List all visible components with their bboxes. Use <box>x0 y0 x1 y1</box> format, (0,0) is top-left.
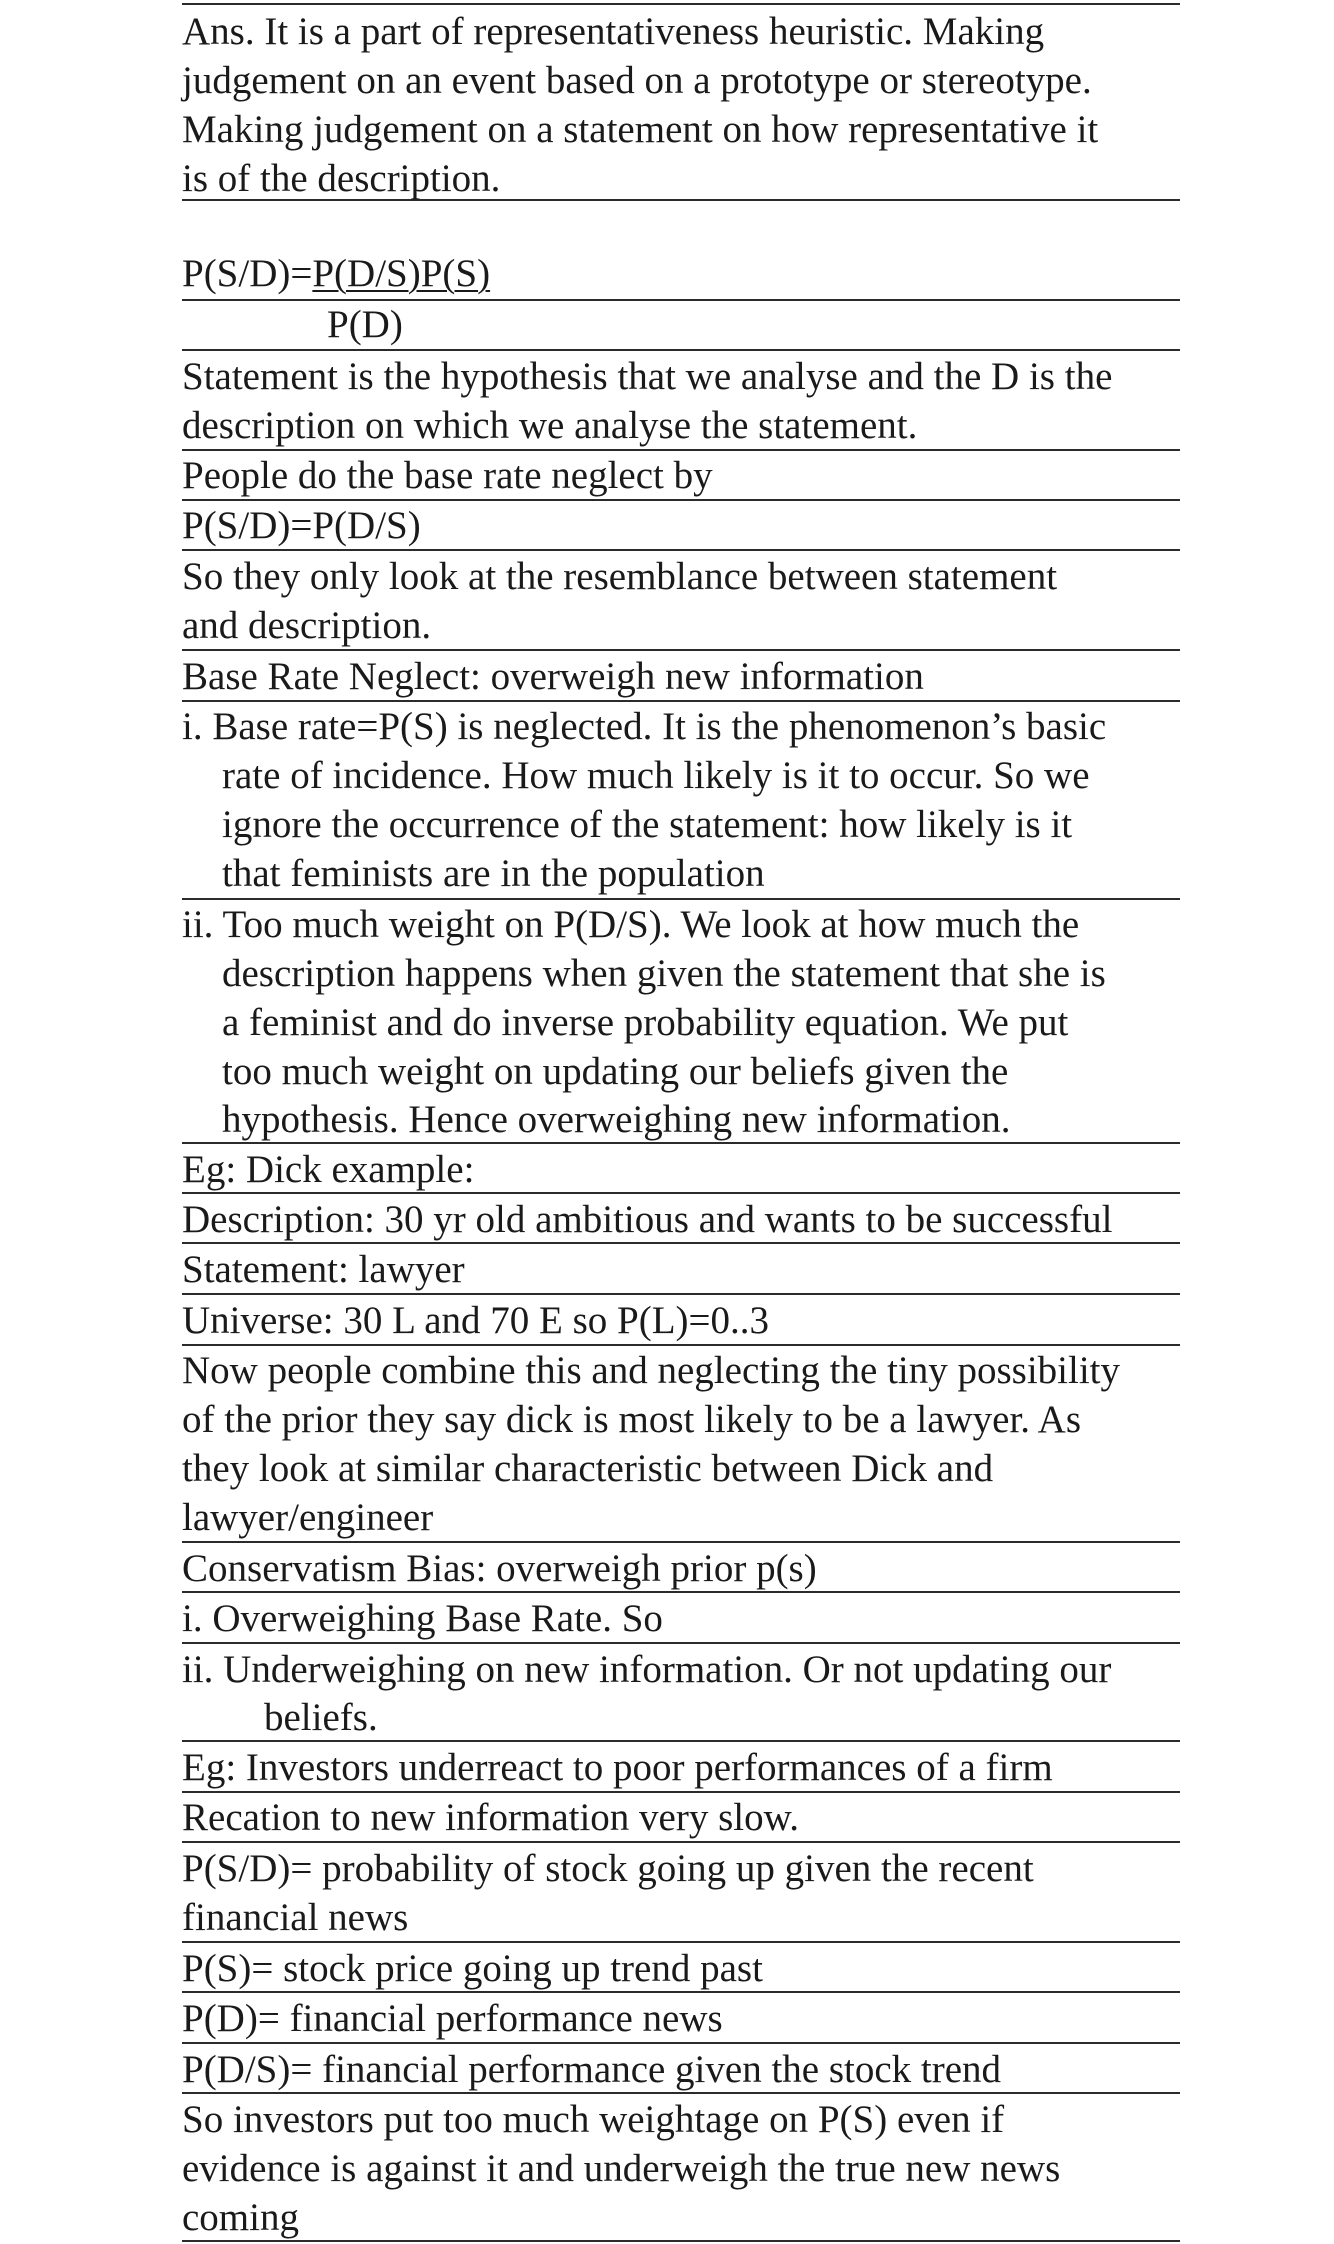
list-item-continued: ignore the occurrence of the statement: how likely is it <box>222 803 1073 846</box>
text-line: So investors put too much weightage on P(S) even if <box>182 2098 1005 2141</box>
list-item-continued: a feminist and do inverse probability equation. We put <box>222 1001 1069 1044</box>
list-item-continued: beliefs. <box>264 1696 378 1739</box>
text-line: they look at similar characteristic between Dick and <box>182 1447 994 1490</box>
answer-line: is of the description. <box>182 157 501 200</box>
text-line: P(D/S)= financial performance given the stock trend <box>182 2048 1002 2091</box>
text-line: P(S)= stock price going up trend past <box>182 1947 763 1990</box>
ruled-line <box>182 898 1180 900</box>
formula-lhs: P(S/D)= <box>182 252 313 295</box>
text-line: financial news <box>182 1896 409 1939</box>
text-line: lawyer/engineer <box>182 1496 434 1539</box>
text-line: evidence is against it and underweigh the true new news <box>182 2147 1061 2190</box>
list-item-continued: that feminists are in the population <box>222 852 765 895</box>
list-item: ii. Too much weight on P(D/S). We look at how much the <box>182 903 1080 946</box>
example-heading: Eg: Dick example: <box>182 1148 475 1191</box>
text-line: So they only look at the resemblance between statement <box>182 555 1058 598</box>
ruled-line <box>182 3 1180 5</box>
list-item-continued: description happens when given the statement that she is <box>222 952 1106 995</box>
text-line: Statement is the hypothesis that we analyse and the D is the <box>182 355 1113 398</box>
text-line: People do the base rate neglect by <box>182 454 713 497</box>
answer-line: judgement on an event based on a prototype or stereotype. <box>182 59 1092 102</box>
section-heading-conservatism-bias: Conservatism Bias: overweigh prior p(s) <box>182 1547 817 1590</box>
list-item-continued: hypothesis. Hence overweighing new information. <box>222 1098 1011 1141</box>
list-item: i. Base rate=P(S) is neglected. It is the phenomenon’s basic <box>182 705 1107 748</box>
text-line: Description: 30 yr old ambitious and wants to be successful <box>182 1198 1113 1241</box>
list-item: i. Overweighing Base Rate. So <box>182 1597 663 1640</box>
ruled-line <box>182 2240 1180 2242</box>
answer-line: Making judgement on a statement on how representative it <box>182 108 1099 151</box>
bayes-formula <box>182 250 490 298</box>
ruled-line <box>182 349 1180 351</box>
list-item-continued: too much weight on updating our beliefs given the <box>222 1050 1009 1093</box>
text-line: Statement: lawyer <box>182 1248 465 1291</box>
text-line: P(S/D)= probability of stock going up given the recent <box>182 1847 1034 1890</box>
text-line: P(S/D)=P(D/S) <box>182 504 421 547</box>
example-heading: Eg: Investors underreact to poor performances of a firm <box>182 1746 1053 1789</box>
text-line: Universe: 30 L and 70 E so P(L)=0..3 <box>182 1299 770 1342</box>
formula-numerator: P(D/S)P(S) <box>312 252 491 295</box>
list-item-continued: rate of incidence. How much likely is it to occur. So we <box>222 754 1090 797</box>
text-line: Recation to new information very slow. <box>182 1796 799 1839</box>
text-line: coming <box>182 2196 299 2239</box>
text-line: and description. <box>182 604 432 647</box>
answer-line: Ans. It is a part of representativeness heuristic. Making <box>182 10 1045 53</box>
section-heading-base-rate-neglect: Base Rate Neglect: overweigh new information <box>182 655 924 698</box>
list-item: ii. Underweighing on new information. Or not updating our <box>182 1648 1112 1691</box>
text-line: of the prior they say dick is most likely to be a lawyer. As <box>182 1398 1081 1441</box>
text-line: P(D)= financial performance news <box>182 1997 723 2040</box>
formula-denominator: P(D) <box>327 303 403 346</box>
text-line: Now people combine this and neglecting the tiny possibility <box>182 1349 1121 1392</box>
text-line: description on which we analyse the statement. <box>182 404 918 447</box>
